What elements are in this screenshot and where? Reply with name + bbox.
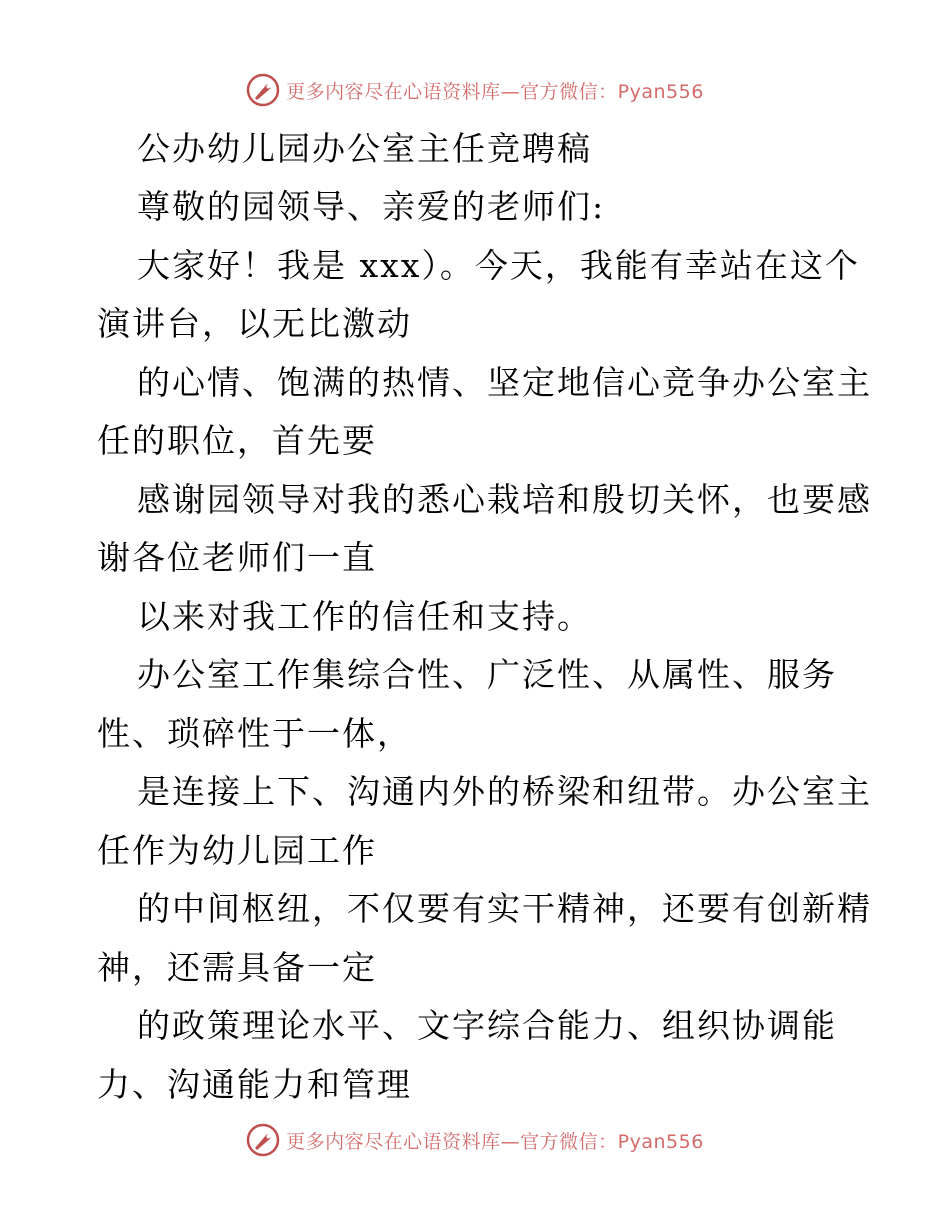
footer-banner-main: 更多内容尽在心语资料库 xyxy=(286,1130,501,1153)
text-line: 的心情、饱满的热情、坚定地信心竞争办公室主 xyxy=(137,363,872,402)
text-line: 办公室工作集综合性、广泛性、从属性、服务 xyxy=(137,655,837,694)
footer-banner-wechat: 官方微信：Pyan556 xyxy=(520,1130,704,1153)
text-line: 任的职位，首先要 xyxy=(97,421,377,460)
text-line: 大家好！我是 xxx）。今天，我能有幸站在这个 xyxy=(137,246,860,285)
text-line: 神，还需具备一定 xyxy=(97,948,377,987)
footer-banner-separator: — xyxy=(500,1130,521,1153)
text-line: 任作为幼儿园工作 xyxy=(97,831,377,870)
header-banner xyxy=(0,70,950,110)
header-banner-main: 更多内容尽在心语资料库 xyxy=(286,80,501,103)
header-banner-wechat: 官方微信：Pyan556 xyxy=(520,80,704,103)
text-line: 以来对我工作的信任和支持。 xyxy=(137,597,592,636)
text-line: 感谢园领导对我的悉心栽培和殷切关怀，也要感 xyxy=(137,480,872,519)
text-line: 演讲台，以无比激动 xyxy=(97,304,412,343)
text-line: 的政策理论水平、文字综合能力、组织协调能 xyxy=(137,1006,837,1045)
header-banner-separator: — xyxy=(500,80,521,103)
footer-banner xyxy=(0,1120,950,1160)
text-line: 的中间枢纽，不仅要有实干精神，还要有创新精 xyxy=(137,889,872,928)
header-banner-text xyxy=(286,77,704,104)
footer-banner-text xyxy=(286,1127,704,1154)
pen-nib-logo-icon xyxy=(246,73,280,107)
pen-nib-logo-icon xyxy=(246,1123,280,1157)
text-line: 性、琐碎性于一体， xyxy=(97,714,412,753)
text-line: 谢各位老师们一直 xyxy=(97,538,377,577)
text-line: 力、沟通能力和管理 xyxy=(97,1065,412,1104)
document-title: 公办幼儿园办公室主任竞聘稿 xyxy=(137,129,592,168)
text-line: 是连接上下、沟通内外的桥梁和纽带。办公室主 xyxy=(137,772,872,811)
salutation: 尊敬的园领导、亲爱的老师们: xyxy=(137,187,606,226)
